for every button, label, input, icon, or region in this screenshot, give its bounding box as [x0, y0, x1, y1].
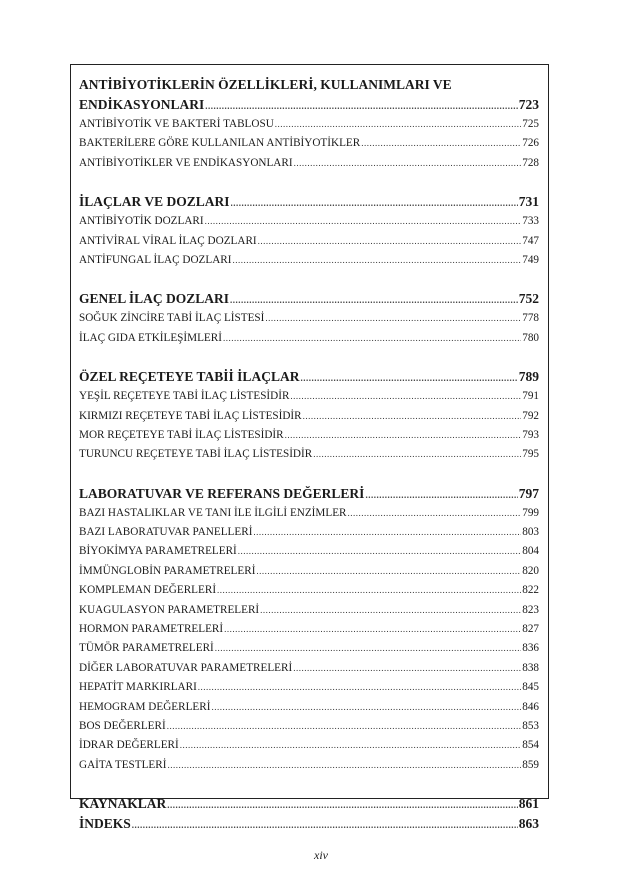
toc-heading-label: GENEL İLAÇ DOZLARI: [79, 291, 230, 307]
toc-heading-label: ANTİBİYOTİKLERİN ÖZELLİKLERİ, KULLANIMLARI VE: [79, 77, 452, 92]
leader-dots: [223, 334, 521, 343]
toc-heading-label: ÖZEL REÇETEYE TABİİ İLAÇLAR: [79, 369, 300, 385]
toc-page-number: 726: [522, 137, 539, 150]
toc-heading-label: İNDEKS: [79, 816, 131, 832]
toc-heading-label: ENDİKASYONLARI: [79, 97, 205, 112]
leader-dots: [293, 664, 521, 673]
table-of-contents: [70, 64, 549, 832]
leader-dots: [303, 412, 522, 421]
toc-entry-label: ANTİBİYOTİK DOZLARI: [79, 215, 204, 228]
leader-dots: [238, 547, 521, 556]
toc-entry-label: HEPATİT MARKIRLARI: [79, 681, 197, 694]
toc-page-number: 863: [518, 816, 539, 832]
toc-heading-label: KAYNAKLAR: [79, 796, 167, 812]
toc-page-number: 803: [522, 526, 539, 539]
toc-entry[interactable]: [79, 678, 539, 697]
toc-entry[interactable]: [79, 562, 539, 581]
toc-entry-label: KIRMIZI REÇETEYE TABİ İLAÇ LİSTESİDİR: [79, 409, 302, 422]
leader-dots: [198, 683, 521, 692]
toc-entry[interactable]: [79, 523, 539, 542]
toc-page-number: 822: [522, 584, 539, 597]
toc-entry[interactable]: [79, 251, 539, 270]
toc-heading-entry[interactable]: [79, 814, 539, 834]
toc-entry[interactable]: [79, 329, 539, 348]
toc-entry[interactable]: [79, 115, 539, 134]
toc-page-number: 820: [522, 564, 539, 577]
toc-entry-label: GAİTA TESTLERİ: [79, 758, 167, 771]
toc-page-number: 854: [522, 739, 539, 752]
toc-entry-label: İDRAR DEĞERLERİ: [79, 739, 179, 752]
toc-entry[interactable]: [79, 698, 539, 717]
toc-page-number: 778: [522, 312, 539, 325]
leader-dots: [167, 761, 521, 770]
toc-heading-entry[interactable]: [79, 289, 539, 309]
leader-dots: [313, 450, 521, 459]
toc-page-number: 789: [518, 369, 539, 385]
toc-entry[interactable]: [79, 581, 539, 600]
leader-dots: [217, 586, 521, 595]
toc-entry[interactable]: [79, 212, 539, 231]
toc-page-number: 749: [522, 253, 539, 266]
toc-page-number: 795: [522, 448, 539, 461]
toc-entry-label: YEŞİL REÇETEYE TABİ İLAÇ LİSTESİDİR: [79, 390, 290, 403]
leader-dots: [253, 528, 521, 537]
toc-page-number: 823: [522, 603, 539, 616]
toc-entry[interactable]: [79, 445, 539, 464]
leader-dots: [285, 431, 522, 440]
toc-entry[interactable]: [79, 736, 539, 755]
toc-entry-label: TURUNCU REÇETEYE TABİ İLAÇ LİSTESİDİR: [79, 448, 313, 461]
toc-entry-label: TÜMÖR PARAMETRELERİ: [79, 642, 214, 655]
toc-page-number: 861: [518, 796, 539, 812]
toc-entry-label: ANTİBİYOTİKLER VE ENDİKASYONLARI: [79, 156, 293, 169]
toc-entry[interactable]: [79, 154, 539, 173]
toc-heading-entry[interactable]: [79, 484, 539, 504]
toc-heading-entry[interactable]: [79, 192, 539, 212]
leader-dots: [167, 801, 517, 810]
leader-dots: [167, 722, 522, 731]
toc-entry[interactable]: [79, 504, 539, 523]
toc-section-general-doses: [79, 289, 539, 348]
leader-dots: [205, 102, 517, 111]
toc-entry[interactable]: [79, 407, 539, 426]
toc-section-antibiotics: [79, 75, 539, 173]
toc-section-drugs-doses: [79, 192, 539, 270]
toc-page-number: 752: [518, 291, 539, 307]
leader-dots: [256, 567, 521, 576]
toc-page-number: 725: [522, 118, 539, 130]
leader-dots: [294, 159, 522, 168]
toc-heading-label: İLAÇLAR VE DOZLARI: [79, 194, 230, 210]
toc-heading-entry[interactable]: [79, 794, 539, 814]
leader-dots: [361, 139, 521, 148]
toc-entry-label: DİĞER LABORATUVAR PARAMETRELERİ: [79, 661, 293, 674]
leader-dots: [215, 644, 521, 653]
toc-page-number: 846: [522, 700, 539, 713]
toc-heading-line: [79, 75, 539, 95]
toc-page-number: 859: [522, 758, 539, 771]
toc-entry[interactable]: [79, 756, 539, 775]
leader-dots: [348, 509, 522, 518]
toc-page-number: 780: [522, 331, 539, 344]
toc-entry[interactable]: [79, 717, 539, 736]
toc-entry-label: İMMÜNGLOBİN PARAMETRELERİ: [79, 564, 256, 577]
toc-entry-label: KUAGULASYON PARAMETRELERİ: [79, 603, 260, 616]
toc-entry-label: BİYOKİMYA PARAMETRELERİ: [79, 545, 237, 558]
page-number: xiv: [314, 848, 328, 862]
toc-page-number: 792: [522, 409, 539, 422]
toc-page-number: 838: [522, 661, 539, 674]
toc-entry-label: SOĞUK ZİNCİRE TABİ İLAÇ LİSTESİ: [79, 312, 265, 325]
toc-entry-label: BAZI LABORATUVAR PANELLERİ: [79, 526, 253, 539]
toc-entry-label: HEMOGRAM DEĞERLERİ: [79, 700, 211, 713]
toc-entry[interactable]: [79, 659, 539, 678]
toc-page-number: 797: [518, 485, 539, 501]
toc-entry[interactable]: [79, 601, 539, 620]
toc-entry-label: KOMPLEMAN DEĞERLERİ: [79, 584, 217, 597]
toc-entry[interactable]: [79, 620, 539, 639]
leader-dots: [230, 296, 518, 305]
leader-dots: [180, 741, 521, 750]
toc-entry-label: BAKTERİLERE GÖRE KULLANILAN ANTİBİYOTİKLER: [79, 137, 361, 150]
leader-dots: [300, 374, 517, 383]
leader-dots: [258, 237, 522, 246]
toc-heading-entry[interactable]: [79, 367, 539, 387]
toc-section-laboratory: [79, 484, 539, 775]
toc-heading-label: LABORATUVAR VE REFERANS DEĞERLERİ: [79, 485, 365, 501]
leader-dots: [205, 217, 522, 226]
leader-dots: [275, 120, 521, 129]
leader-dots: [265, 314, 521, 323]
toc-page-number: 747: [522, 234, 539, 247]
toc-entry-label: ANTİVİRAL VİRAL İLAÇ DOZLARI: [79, 234, 257, 247]
leader-dots: [211, 703, 521, 712]
toc-page-number: 853: [522, 719, 539, 732]
toc-page-number: 799: [522, 506, 539, 519]
toc-entry-label: İLAÇ GIDA ETKİLEŞİMLERİ: [79, 331, 222, 344]
toc-entry-label: HORMON PARAMETRELERİ: [79, 623, 224, 636]
toc-page-number: 731: [518, 194, 539, 210]
toc-entry-label: BAZI HASTALIKLAR VE TANI İLE İLGİLİ ENZİMLER: [79, 506, 347, 519]
toc-heading-entry[interactable]: [79, 95, 539, 115]
toc-section-references-index: [79, 794, 539, 834]
leader-dots: [365, 491, 517, 500]
leader-dots: [132, 821, 518, 830]
leader-dots: [224, 625, 521, 634]
toc-entry-label: ANTİBİYOTİK VE BAKTERİ TABLOSU: [79, 118, 274, 130]
toc-entry[interactable]: [79, 426, 539, 445]
toc-page-number: 793: [522, 428, 539, 441]
toc-entry[interactable]: [79, 542, 539, 561]
leader-dots: [232, 256, 521, 265]
toc-section-special-prescription: [79, 367, 539, 465]
toc-entry[interactable]: [79, 639, 539, 658]
toc-entry[interactable]: [79, 309, 539, 328]
toc-entry[interactable]: [79, 232, 539, 251]
toc-page-number: 728: [522, 156, 539, 169]
toc-page-number: 827: [522, 623, 539, 636]
toc-entry-label: BOS DEĞERLERİ: [79, 719, 166, 732]
toc-page-number: 723: [518, 97, 539, 112]
toc-entry[interactable]: [79, 387, 539, 406]
toc-entry-label: MOR REÇETEYE TABİ İLAÇ LİSTESİDİR: [79, 428, 284, 441]
toc-page-number: 791: [522, 390, 539, 403]
toc-entry[interactable]: [79, 134, 539, 153]
toc-entry-label: ANTİFUNGAL İLAÇ DOZLARI: [79, 253, 232, 266]
leader-dots: [290, 392, 521, 401]
toc-page-number: 836: [522, 642, 539, 655]
leader-dots: [231, 199, 518, 208]
toc-page-number: 804: [522, 545, 539, 558]
toc-page-number: 845: [522, 681, 539, 694]
leader-dots: [260, 606, 521, 615]
toc-page-number: 733: [522, 215, 539, 228]
